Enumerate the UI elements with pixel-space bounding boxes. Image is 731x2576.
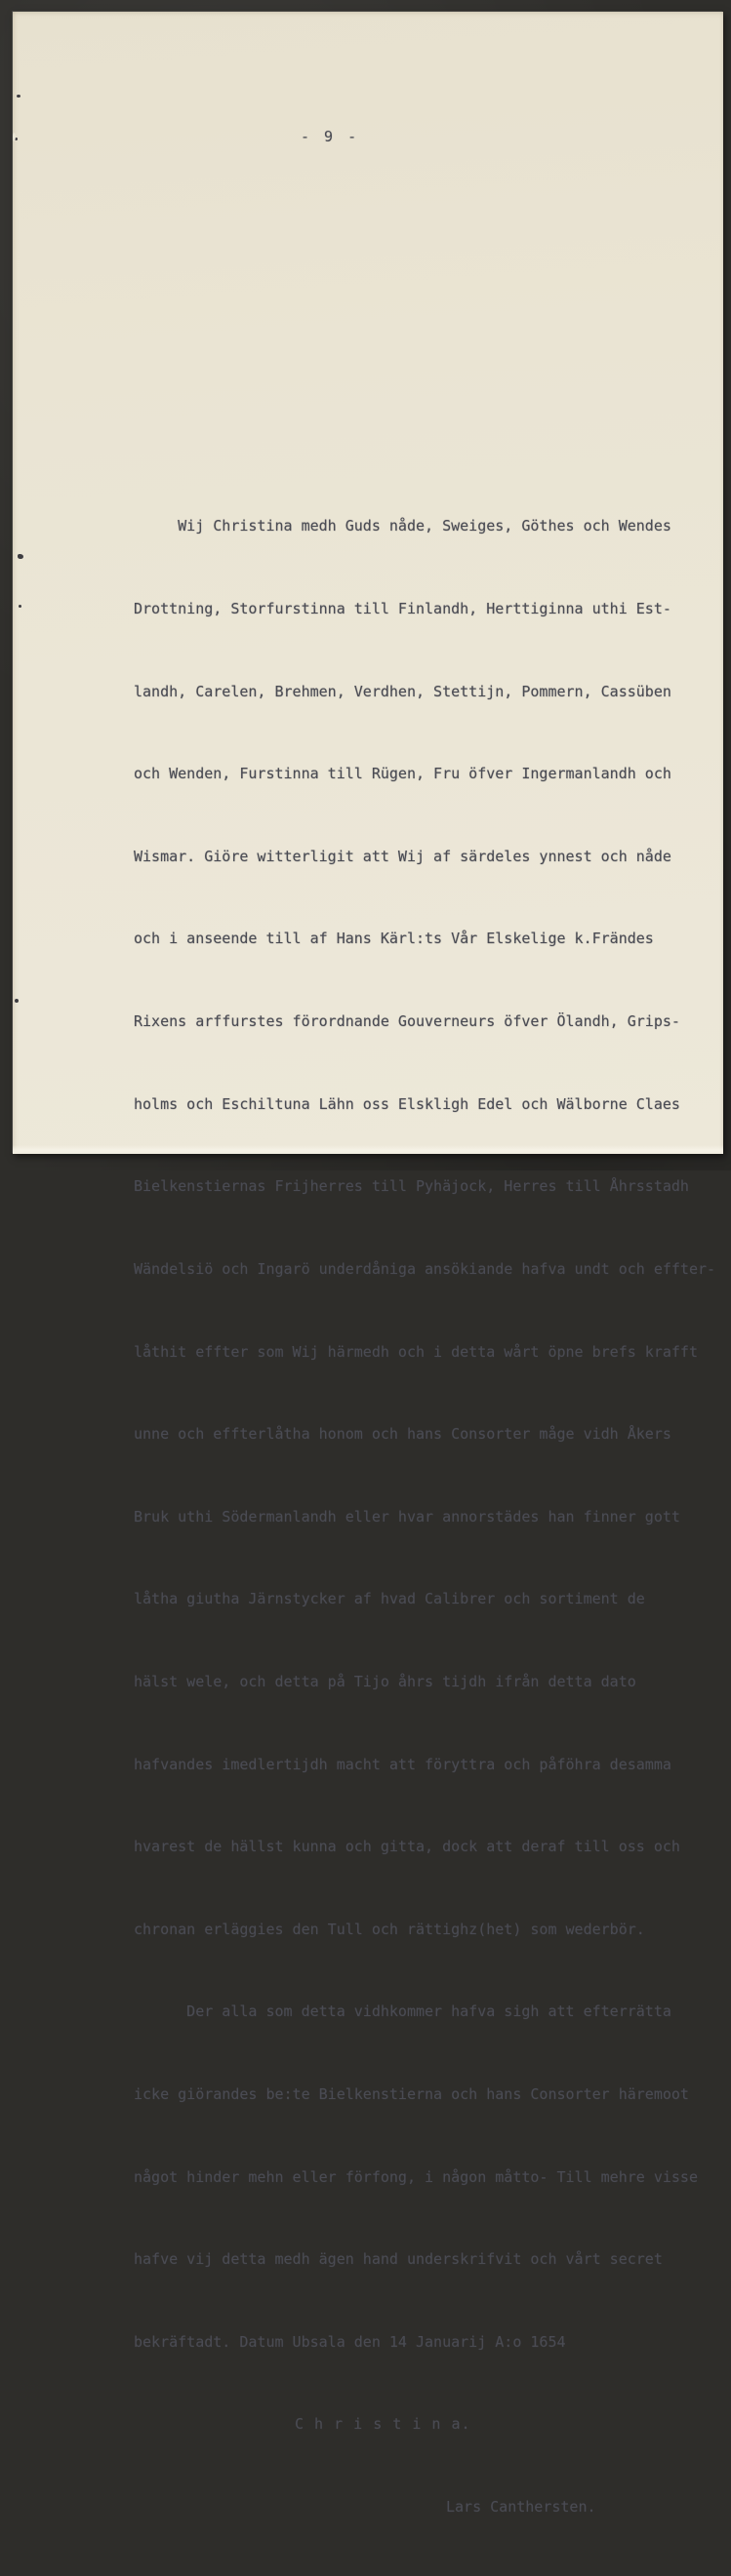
signature-countersigner: Lars Canthersten.: [446, 2498, 596, 2517]
text-line: låtha giutha Järnstycker af hvad Calibrer och sortiment de: [134, 1590, 645, 1608]
text-line: Drottning, Storfurstinna till Finlandh, Herttiginna uthi Est-: [134, 600, 671, 618]
text-line: hvarest de hällst kunna och gitta, dock att deraf till oss och: [134, 1838, 680, 1856]
text-line: chronan erläggies den Tull och rättighz(het) som wederbör.: [134, 1920, 645, 1938]
text-line: låthit effter som Wij härmedh och i detta wårt öpne brefs krafft: [134, 1342, 698, 1361]
paper-speck: [19, 605, 21, 608]
text-line: hafve vij detta medh ägen hand underskrifvit och vårt secret: [134, 2250, 663, 2269]
page-number: - 9 -: [301, 128, 360, 145]
document-page: [13, 12, 723, 2517]
text-line: Rixens arffurstes förordnande Gouverneurs öfver Ölandh, Grips-: [134, 1012, 680, 1031]
text-line: Wismar. Giöre witterligit att Wij af särdeles ynnest och nåde: [134, 847, 671, 865]
text-line: hälst wele, och detta på Tijo åhrs tijdh ifrån detta dato: [134, 1672, 636, 1690]
paper-speck: [18, 554, 23, 559]
text-line: bekräftadt. Datum Ubsala den 14 Januarij A:o 1654: [134, 2332, 566, 2351]
text-line: icke giörandes be:te Bielkenstierna och hans Consorter häremoot: [134, 2084, 689, 2103]
signature-christina: C h r i s t i n a.: [295, 2415, 471, 2434]
text-line: och i anseende till af Hans Kärl:ts Vår Elskelige k.Frändes: [134, 930, 654, 948]
text-line: Bruk uthi Södermanlandh eller hvar annorstädes han finner gott: [134, 1507, 680, 1526]
text-line: Wändelsiö och Ingarö underdåniga ansökiande hafva undt och effter-: [134, 1259, 716, 1278]
document-body: [134, 457, 715, 2576]
text-line: något hinder mehn eller förfong, i någon måtto- Till mehre visse: [134, 2167, 698, 2186]
text-line: Bielkenstiernas Frijherres till Pyhäjock, Herres till Åhrsstadh: [134, 1177, 689, 1196]
text-line: och Wenden, Furstinna till Rügen, Fru öfver Ingermanlandh och: [134, 765, 671, 783]
text-line: holms och Eschiltuna Lähn oss Elskligh Edel och Wälborne Claes: [134, 1094, 680, 1113]
text-line: Der alla som detta vidhkommer hafva sigh att efterrätta: [134, 2002, 671, 2021]
text-line: unne och effterlåtha honom och hans Consorter måge vidh Åkers: [134, 1425, 671, 1444]
text-line: Wij Christina medh Guds nåde, Sweiges, Göthes och Wendes: [134, 517, 671, 535]
paper-speck: [17, 95, 20, 98]
paper-speck: [15, 999, 19, 1003]
text-line: landh, Carelen, Brehmen, Verdhen, Stettijn, Pommern, Cassüben: [134, 682, 671, 700]
paper-speck: [13, 133, 16, 141]
paper-speck: [15, 138, 18, 140]
text-line: hafvandes imedlertijdh macht att föryttra och påföhra desamma: [134, 1755, 671, 1773]
